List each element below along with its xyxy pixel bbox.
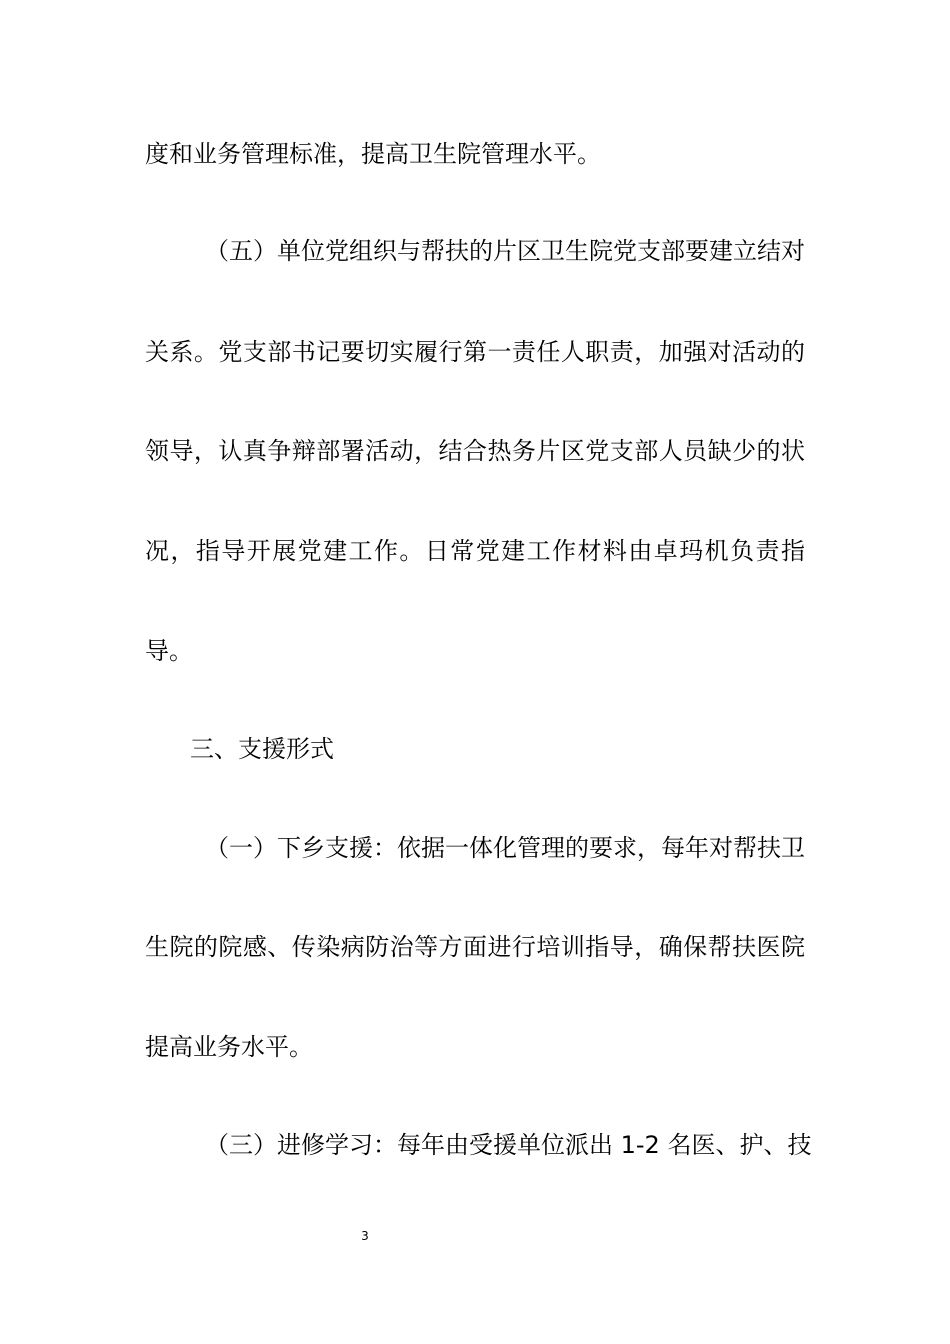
paragraph-line: 提高业务水平。 <box>145 1033 313 1061</box>
paragraph-line: 生院的院感、传染病防治等方面进行培训指导，确保帮扶医院 <box>145 933 805 961</box>
paragraph-line: 况，指导开展党建工作。日常党建工作材料由卓玛机负责指 <box>145 537 805 565</box>
page-number: 3 <box>361 1229 369 1243</box>
paragraph-line: 关系。党支部书记要切实履行第一责任人职责，加强对活动的 <box>145 338 805 366</box>
paragraph-line: 导。 <box>145 637 193 665</box>
paragraph-line: （三）进修学习：每年由受援单位派出 1-2 名医、护、技 <box>205 1131 812 1159</box>
section-heading: 三、支援形式 <box>190 735 334 763</box>
paragraph-line: 度和业务管理标准，提高卫生院管理水平。 <box>145 140 601 168</box>
paragraph-line: 领导，认真争辩部署活动，结合热务片区党支部人员缺少的状 <box>145 437 805 465</box>
paragraph-line: （五）单位党组织与帮扶的片区卫生院党支部要建立结对 <box>205 237 805 265</box>
paragraph-line: （一）下乡支援：依据一体化管理的要求，每年对帮扶卫 <box>205 834 805 862</box>
